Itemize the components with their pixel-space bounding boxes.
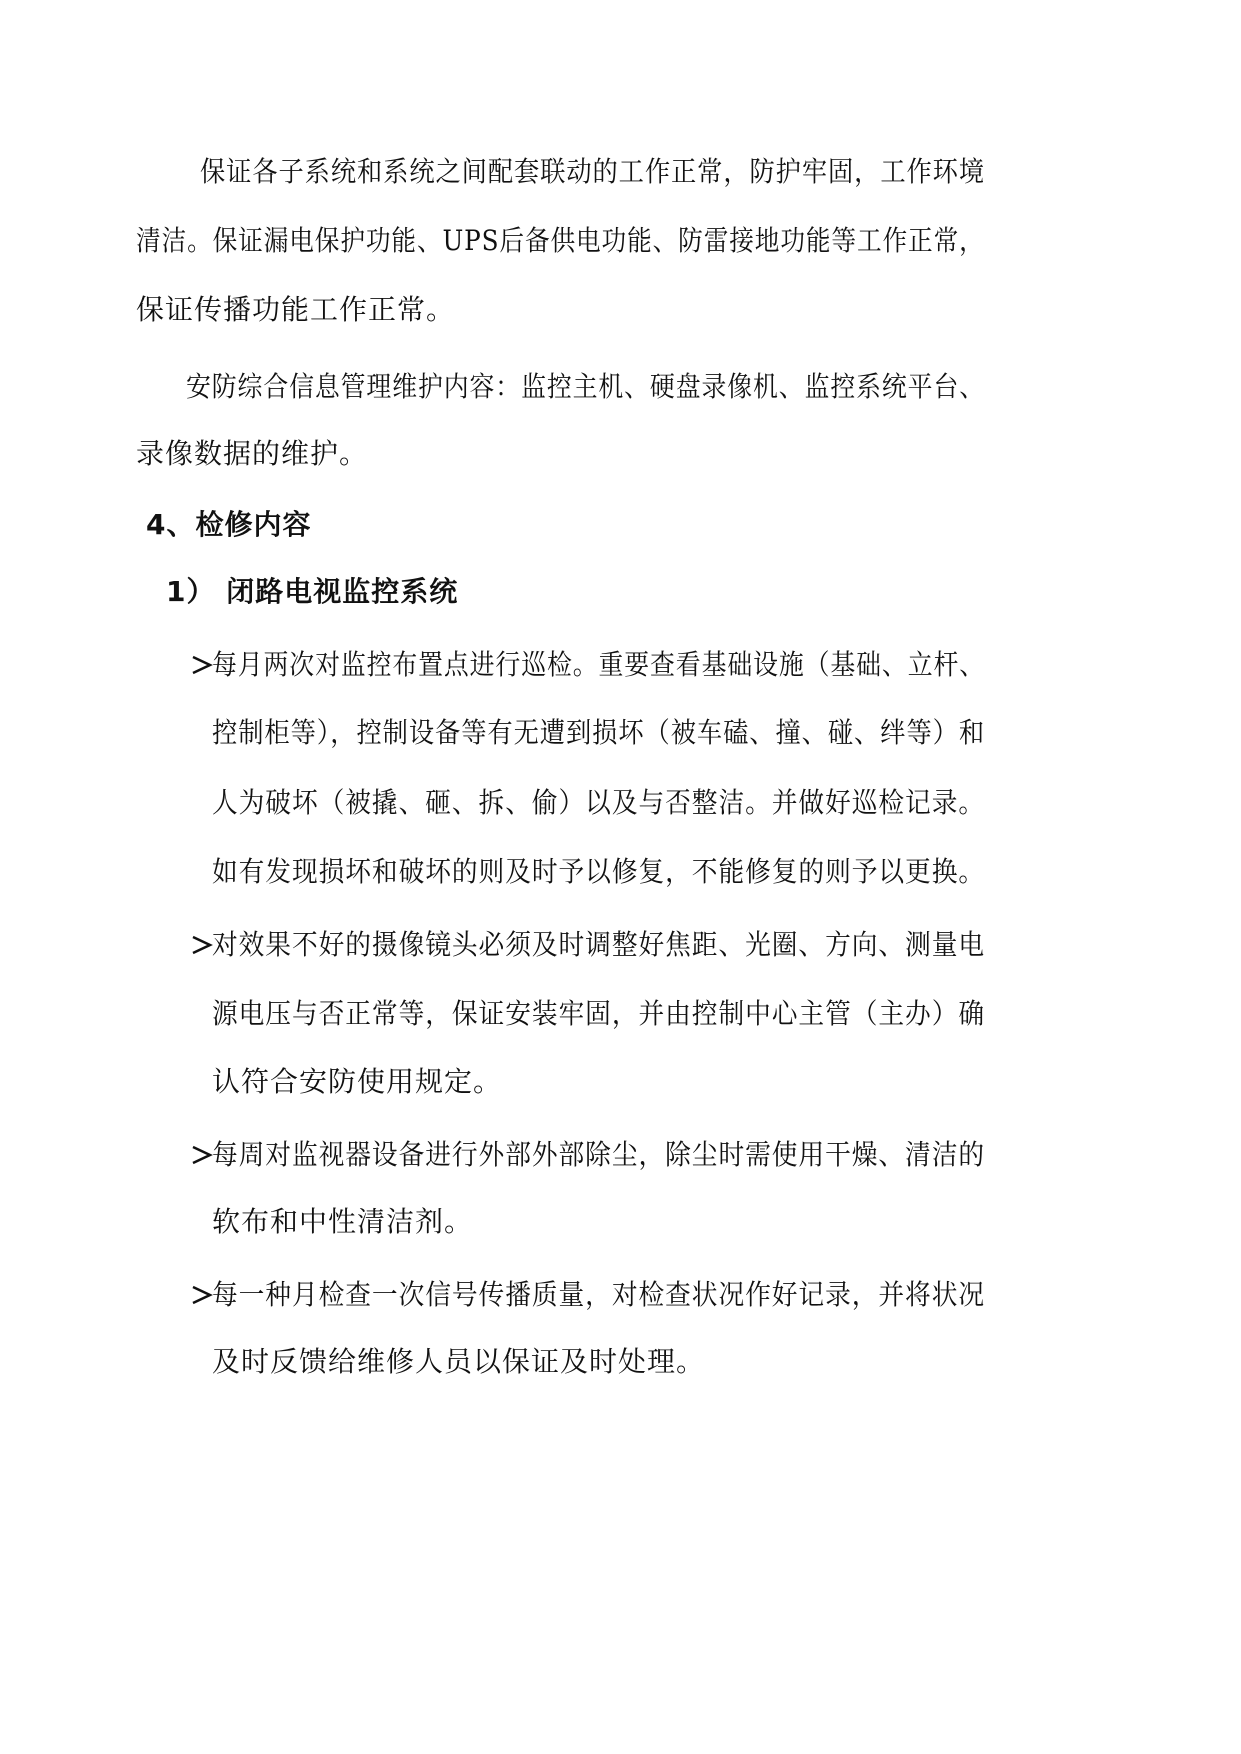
bullet-1-line-4: 如有发现损坏和破坏的则及时予以修复，不能修复的则予以更换。 [212, 855, 986, 888]
bullet-3-line-2: 软布和中性清洁剂。 [212, 1205, 474, 1238]
paragraph-2-line-2: 录像数据的维护。 [136, 437, 369, 470]
bullet-1-line-2: 控制柜等），控制设备等有无遭到损坏（被车磕、撞、碰、绊等）和 [212, 716, 986, 749]
paragraph-2-line-1: 安防综合信息管理维护内容：监控主机、硬盘录像机、监控系统平台、 [186, 370, 986, 403]
bullet-2-line-1: 对效果不好的摄像镜头必须及时调整好焦距、光圈、方向、测量电 [212, 928, 986, 961]
bullet-4-line-2: 及时反馈给维修人员以保证及时处理。 [212, 1345, 706, 1378]
paragraph-1-line-1: 保证各子系统和系统之间配套联动的工作正常，防护牢固，工作环境 [200, 155, 986, 188]
paragraph-1-line-2: 清洁。保证漏电保护功能、UPS后备供电功能、防雷接地功能等工作正常， [136, 224, 985, 257]
subsection-heading: 1） 闭路电视监控系统 [166, 575, 459, 608]
bullet-2-line-3: 认符合安防使用规定。 [212, 1065, 503, 1098]
paragraph-1-line-3: 保证传播功能工作正常。 [136, 293, 456, 326]
bullet-1-line-3: 人为破坏（被撬、砸、拆、偷）以及与否整洁。并做好巡检记录。 [212, 786, 986, 819]
bullet-2-line-2: 源电压与否正常等，保证安装牢固，并由控制中心主管（主办）确 [212, 997, 986, 1030]
bullet-3-line-1: 每周对监视器设备进行外部外部除尘，除尘时需使用干燥、清洁的 [212, 1138, 986, 1171]
bullet-1-line-1: 每月两次对监控布置点进行巡检。重要查看基础设施（基础、立杆、 [212, 648, 986, 681]
bullet-4-line-1: 每一种月检查一次信号传播质量，对检查状况作好记录，并将状况 [212, 1278, 986, 1311]
section-heading: 4、检修内容 [146, 508, 312, 541]
